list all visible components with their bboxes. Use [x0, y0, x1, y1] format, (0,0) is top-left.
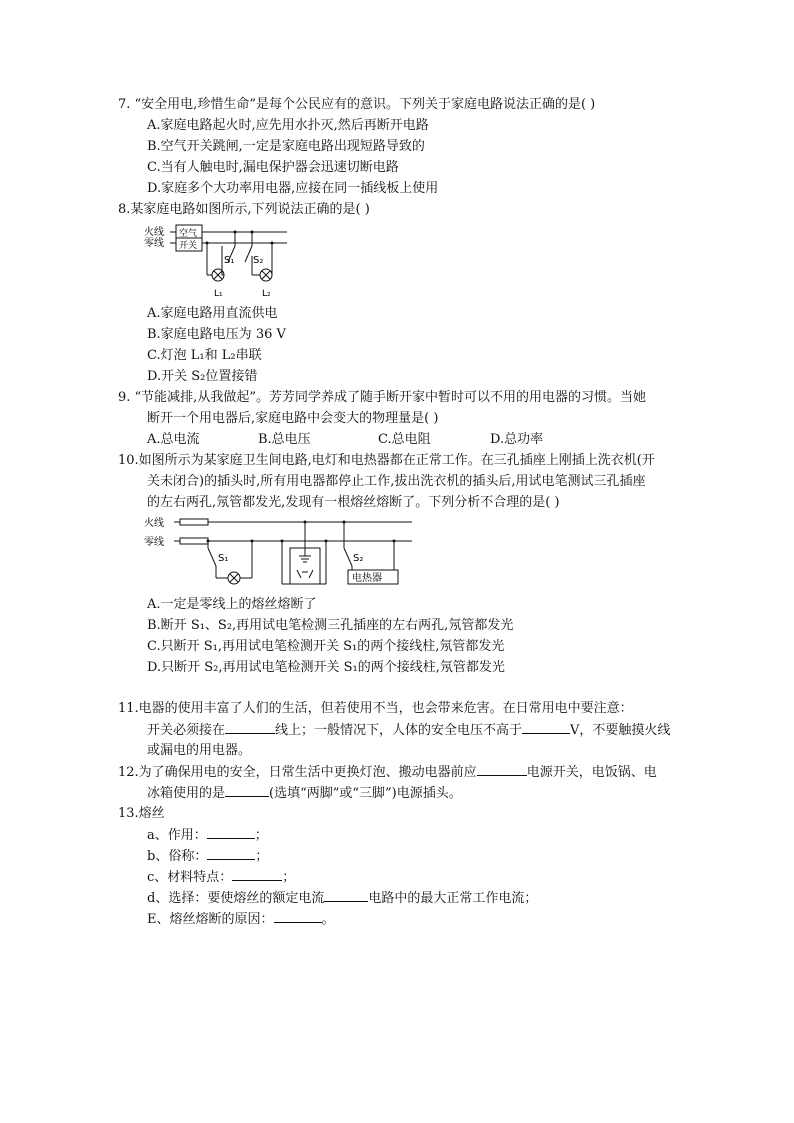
q8-breaker-label-2: 开关: [179, 241, 198, 251]
q12-line1: [118, 763, 657, 782]
q8-live-label: 火线: [144, 227, 164, 238]
q13-item-d: d、选择：要使熔丝的额定电流 电路中的最大正常工作电流；: [147, 891, 538, 906]
q9-stem-line2: 断开一个用电器后,家庭电路中会变大的物理量是( ): [147, 411, 439, 426]
q10-s2-label: S₂: [353, 553, 364, 564]
q13-blank-material[interactable]: [232, 868, 282, 881]
q8-l1-label: L₁: [214, 289, 223, 299]
q13-item-c: c、材料特点： ；: [147, 870, 296, 885]
q13-blank-rated-current[interactable]: [324, 889, 368, 902]
q10-s1-label: S₁: [218, 553, 229, 564]
q8-option-d: D.开关 S₂位置接错: [147, 369, 258, 384]
q12-text-d: (选填“两脚”或“三脚”)电源插头。: [269, 786, 462, 801]
q12-line2: [147, 784, 462, 803]
q10-option-d: D.只断开 S₂,再用试电笔检测开关 S₁的两个接线柱,氖管都发光: [147, 660, 505, 675]
q9-stem-line1: 9. “节能减排,从我做起”。芳芳同学养成了随手断开家中暂时可以不用的用电器的习惯。当她: [118, 390, 646, 405]
q8-s2-label: S₂: [253, 255, 264, 266]
q7-option-b: B.空气开关跳闸,一定是家庭电路出现短路导致的: [147, 139, 425, 154]
q12-text-a: 12.为了确保用电的安全，日常生活中更换灯泡、搬动电器前应: [118, 765, 477, 780]
q13-blank-common-name[interactable]: [207, 847, 255, 860]
q9-option-c: C.总电阻: [378, 432, 431, 447]
q7-option-d: D.家庭多个大功率用电器,应接在同一插线板上使用: [147, 181, 439, 196]
q9-option-b: B.总电压: [258, 432, 311, 447]
q13-title: 13.熔丝: [118, 806, 165, 821]
q9-option-d: D.总功率: [490, 432, 544, 447]
q11-line2: [147, 721, 670, 740]
q11-blank-switch-line[interactable]: [225, 721, 275, 734]
q8-breaker-label-1: 空气: [179, 229, 198, 239]
q8-option-b: B.家庭电路电压为 36 V: [147, 327, 286, 342]
q8-option-c: C.灯泡 L₁和 L₂串联: [147, 348, 262, 363]
q8-s1-label: S₁: [224, 255, 235, 266]
q9-option-a: A.总电流: [147, 432, 200, 447]
q13-blank-melt-reason[interactable]: [274, 910, 322, 923]
q10-stem-line3: 的左右两孔,氖管都发光,发现有一根熔丝熔断了。下列分析不合理的是( ): [147, 495, 560, 510]
q8-option-a: A.家庭电路用直流供电: [147, 306, 278, 321]
q13-item-b: b、俗称： ；: [147, 849, 269, 864]
q13-item-a: a、作用： ；: [147, 828, 268, 843]
q10-circuit-figure: [144, 512, 416, 592]
q11-blank-safe-voltage[interactable]: [522, 721, 570, 734]
q10-option-b: B.断开 S₁、S₂,再用试电笔检测三孔插座的左右两孔,氖管都发光: [147, 618, 514, 633]
q13-item-e: E、熔丝熔断的原因： 。: [147, 912, 335, 927]
q8-neutral-label: 零线: [144, 238, 164, 249]
q10-neutral-label: 零线: [144, 537, 164, 548]
q11-text-c: V，不要触摸火线: [570, 723, 671, 738]
q10-live-label: 火线: [144, 518, 164, 529]
q8-l2-label: L₂: [262, 289, 271, 299]
q7-stem: 7. “安全用电,珍惜生命”是每个公民应有的意识。下列关于家庭电路说法正确的是( ): [118, 97, 596, 112]
q11-line3: 或漏电的用电器。: [147, 743, 252, 758]
q12-text-c: 冰箱使用的是: [147, 786, 226, 801]
q8-stem: 8.某家庭电路如图所示,下列说法正确的是( ): [118, 202, 370, 217]
q11-line1: 11.电器的使用丰富了人们的生活，但若使用不当，也会带来危害。在日常用电中要注意：: [118, 701, 633, 716]
q12-text-b: 电源开关，电饭锅、电: [526, 765, 657, 780]
q10-stem-line1: 10.如图所示为某家庭卫生间电路,电灯和电热器都在正常工作。在三孔插座上刚插上洗衣机(开: [118, 453, 655, 468]
q13-blank-function[interactable]: [207, 826, 255, 839]
q10-option-a: A.一定是零线上的熔丝熔断了: [147, 597, 317, 612]
q7-option-c: C.当有人触电时,漏电保护器会迅速切断电路: [147, 160, 399, 175]
q8-circuit-figure: [144, 222, 294, 302]
q11-text-b: 线上；一般情况下，人体的安全电压不高于: [275, 723, 523, 738]
q11-text-a: 开关必须接在: [147, 723, 226, 738]
q12-blank-power-switch[interactable]: [477, 763, 527, 776]
q10-heater-label: 电热器: [352, 573, 382, 584]
q10-stem-line2: 关未闭合)的插头时,所有用电器都停止工作,拔出洗衣机的插头后,用试电笔测试三孔插座: [147, 474, 646, 489]
q7-option-a: A.家庭电路起火时,应先用水扑灭,然后再断开电路: [147, 118, 429, 133]
q10-option-c: C.只断开 S₁,再用试电笔检测开关 S₁的两个接线柱,氖管都发光: [147, 639, 505, 654]
q12-blank-plug-type[interactable]: [225, 784, 269, 797]
